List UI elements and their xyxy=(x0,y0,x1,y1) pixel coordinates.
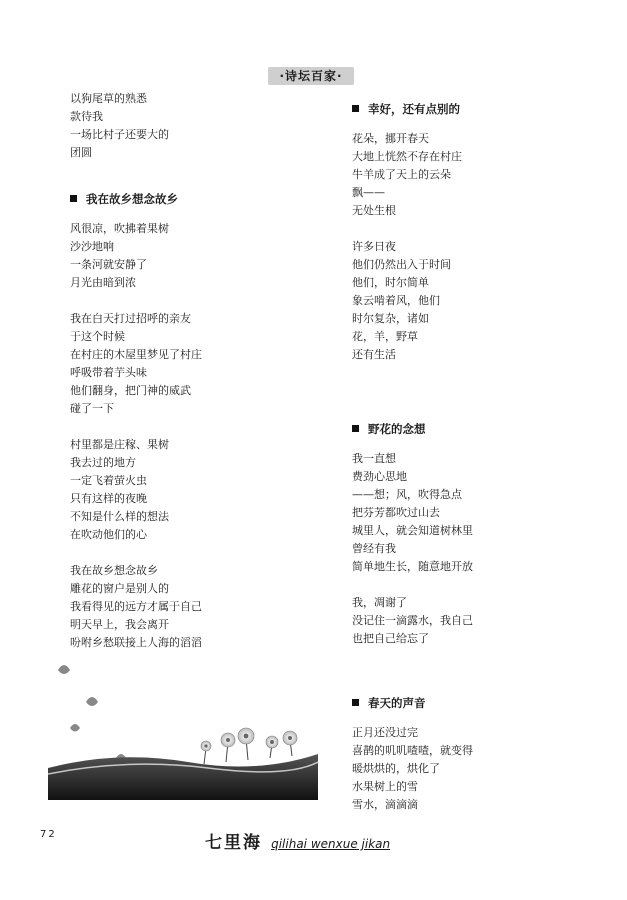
poem-line: 雕花的窗户是别人的 xyxy=(70,582,169,595)
poem-line: 曾经有我 xyxy=(352,542,396,555)
journal-brand-cn: 七里海 xyxy=(205,833,262,853)
poem-line: 款待我 xyxy=(70,110,103,123)
poem-title: 幸好，还有点别的 xyxy=(352,100,612,118)
page-number: 72 xyxy=(40,829,57,840)
poem-line: 无处生根 xyxy=(352,204,396,217)
poem-line: 花朵，挪开春天 xyxy=(352,132,429,145)
poem-line: 大地上恍然不存在村庄 xyxy=(352,150,462,163)
poem-line: 雪水，滴滴滴 xyxy=(352,798,418,811)
poem-line: 呼吸带着芋头味 xyxy=(70,366,147,379)
daisy-flower-icon xyxy=(201,728,297,764)
poem-line: 风很凉，吹拂着果树 xyxy=(70,222,169,235)
poem-line: 不知是什么样的想法 xyxy=(70,510,169,523)
flower-decoration xyxy=(48,650,318,800)
poem-line: 一场比村子还要大的 xyxy=(70,128,169,141)
poem-line: 一条河就安静了 xyxy=(70,258,147,271)
poem-line: 在吹动他们的心 xyxy=(70,528,147,541)
poem-line: 还有生活 xyxy=(352,348,396,361)
poem-line: 月光由暗到浓 xyxy=(70,276,136,289)
poem-line: 我在故乡想念故乡 xyxy=(70,564,158,577)
bullet-square-icon xyxy=(70,195,77,202)
poem-line: 碰了一下 xyxy=(70,402,114,415)
poem-line: 象云啃着风，他们 xyxy=(352,294,440,307)
poem-line: 时尔复杂，诸如 xyxy=(352,312,429,325)
poem-line: 水果树上的雪 xyxy=(352,780,418,793)
poem-line: 沙沙地响 xyxy=(70,240,114,253)
left-column xyxy=(70,90,300,652)
poem-line: 我一直想 xyxy=(352,452,396,465)
poem-line: 他们翻身，把门神的威武 xyxy=(70,384,191,397)
poem-title: 野花的念想 xyxy=(352,420,612,438)
poem-line: 村里都是庄稼、果树 xyxy=(70,438,169,451)
poem-line: 把芬芳都吹过山去 xyxy=(352,506,440,519)
section-header: ·诗坛百家· xyxy=(268,67,354,85)
poem-line: 于这个时候 xyxy=(70,330,125,343)
poem-line: 明天早上，我会离开 xyxy=(70,618,169,631)
poem-line: 我看得见的远方才属于自己 xyxy=(70,600,202,613)
poem-line: 许多日夜 xyxy=(352,240,396,253)
poem-line: 城里人，就会知道树林里 xyxy=(352,524,473,537)
poem-line: 也把自己给忘了 xyxy=(352,632,429,645)
right-column xyxy=(352,100,612,814)
poem-line: 花，羊，野草 xyxy=(352,330,418,343)
poem-title: 我在故乡想念故乡 xyxy=(70,190,300,208)
poem-line: 他们，时尔简单 xyxy=(352,276,429,289)
poem-line: 没记住一滴露水，我自己 xyxy=(352,614,473,627)
poem-line: 简单地生长，随意地开放 xyxy=(352,560,473,573)
poem-line: 我在白天打过招呼的亲友 xyxy=(70,312,191,325)
poem-line: 吩咐乡愁联接上人海的滔滔 xyxy=(70,636,202,649)
poem-line: 正月还没过完 xyxy=(352,726,418,739)
poem-line: 一定飞着萤火虫 xyxy=(70,474,147,487)
poem-line: ——想；风，吹得急点 xyxy=(352,488,462,501)
poem-line: 只有这样的夜晚 xyxy=(70,492,147,505)
bullet-square-icon xyxy=(352,425,359,432)
poem-line: 以狗尾草的熟悉 xyxy=(70,92,147,105)
poem-line: 在村庄的木屋里梦见了村庄 xyxy=(70,348,202,361)
poem-line: 喜鹊的叽叽喳喳，就变得 xyxy=(352,744,473,757)
journal-brand xyxy=(205,828,390,853)
poem-line: 团圆 xyxy=(70,146,92,159)
poem-title: 春天的声音 xyxy=(352,694,612,712)
butterfly-icon xyxy=(58,665,126,762)
poem-line: 费劲心思地 xyxy=(352,470,407,483)
poem-line: 他们仍然出入于时间 xyxy=(352,258,451,271)
poem-line: 飘—— xyxy=(352,186,385,199)
poem-line: 我，凋谢了 xyxy=(352,596,407,609)
bullet-square-icon xyxy=(352,699,359,706)
poem-line: 暖烘烘的，烘化了 xyxy=(352,762,440,775)
bullet-square-icon xyxy=(352,105,359,112)
poem-line: 牛羊成了天上的云朵 xyxy=(352,168,451,181)
poem-line: 我去过的地方 xyxy=(70,456,136,469)
journal-brand-en: qilihai wenxue jikan xyxy=(271,837,391,851)
